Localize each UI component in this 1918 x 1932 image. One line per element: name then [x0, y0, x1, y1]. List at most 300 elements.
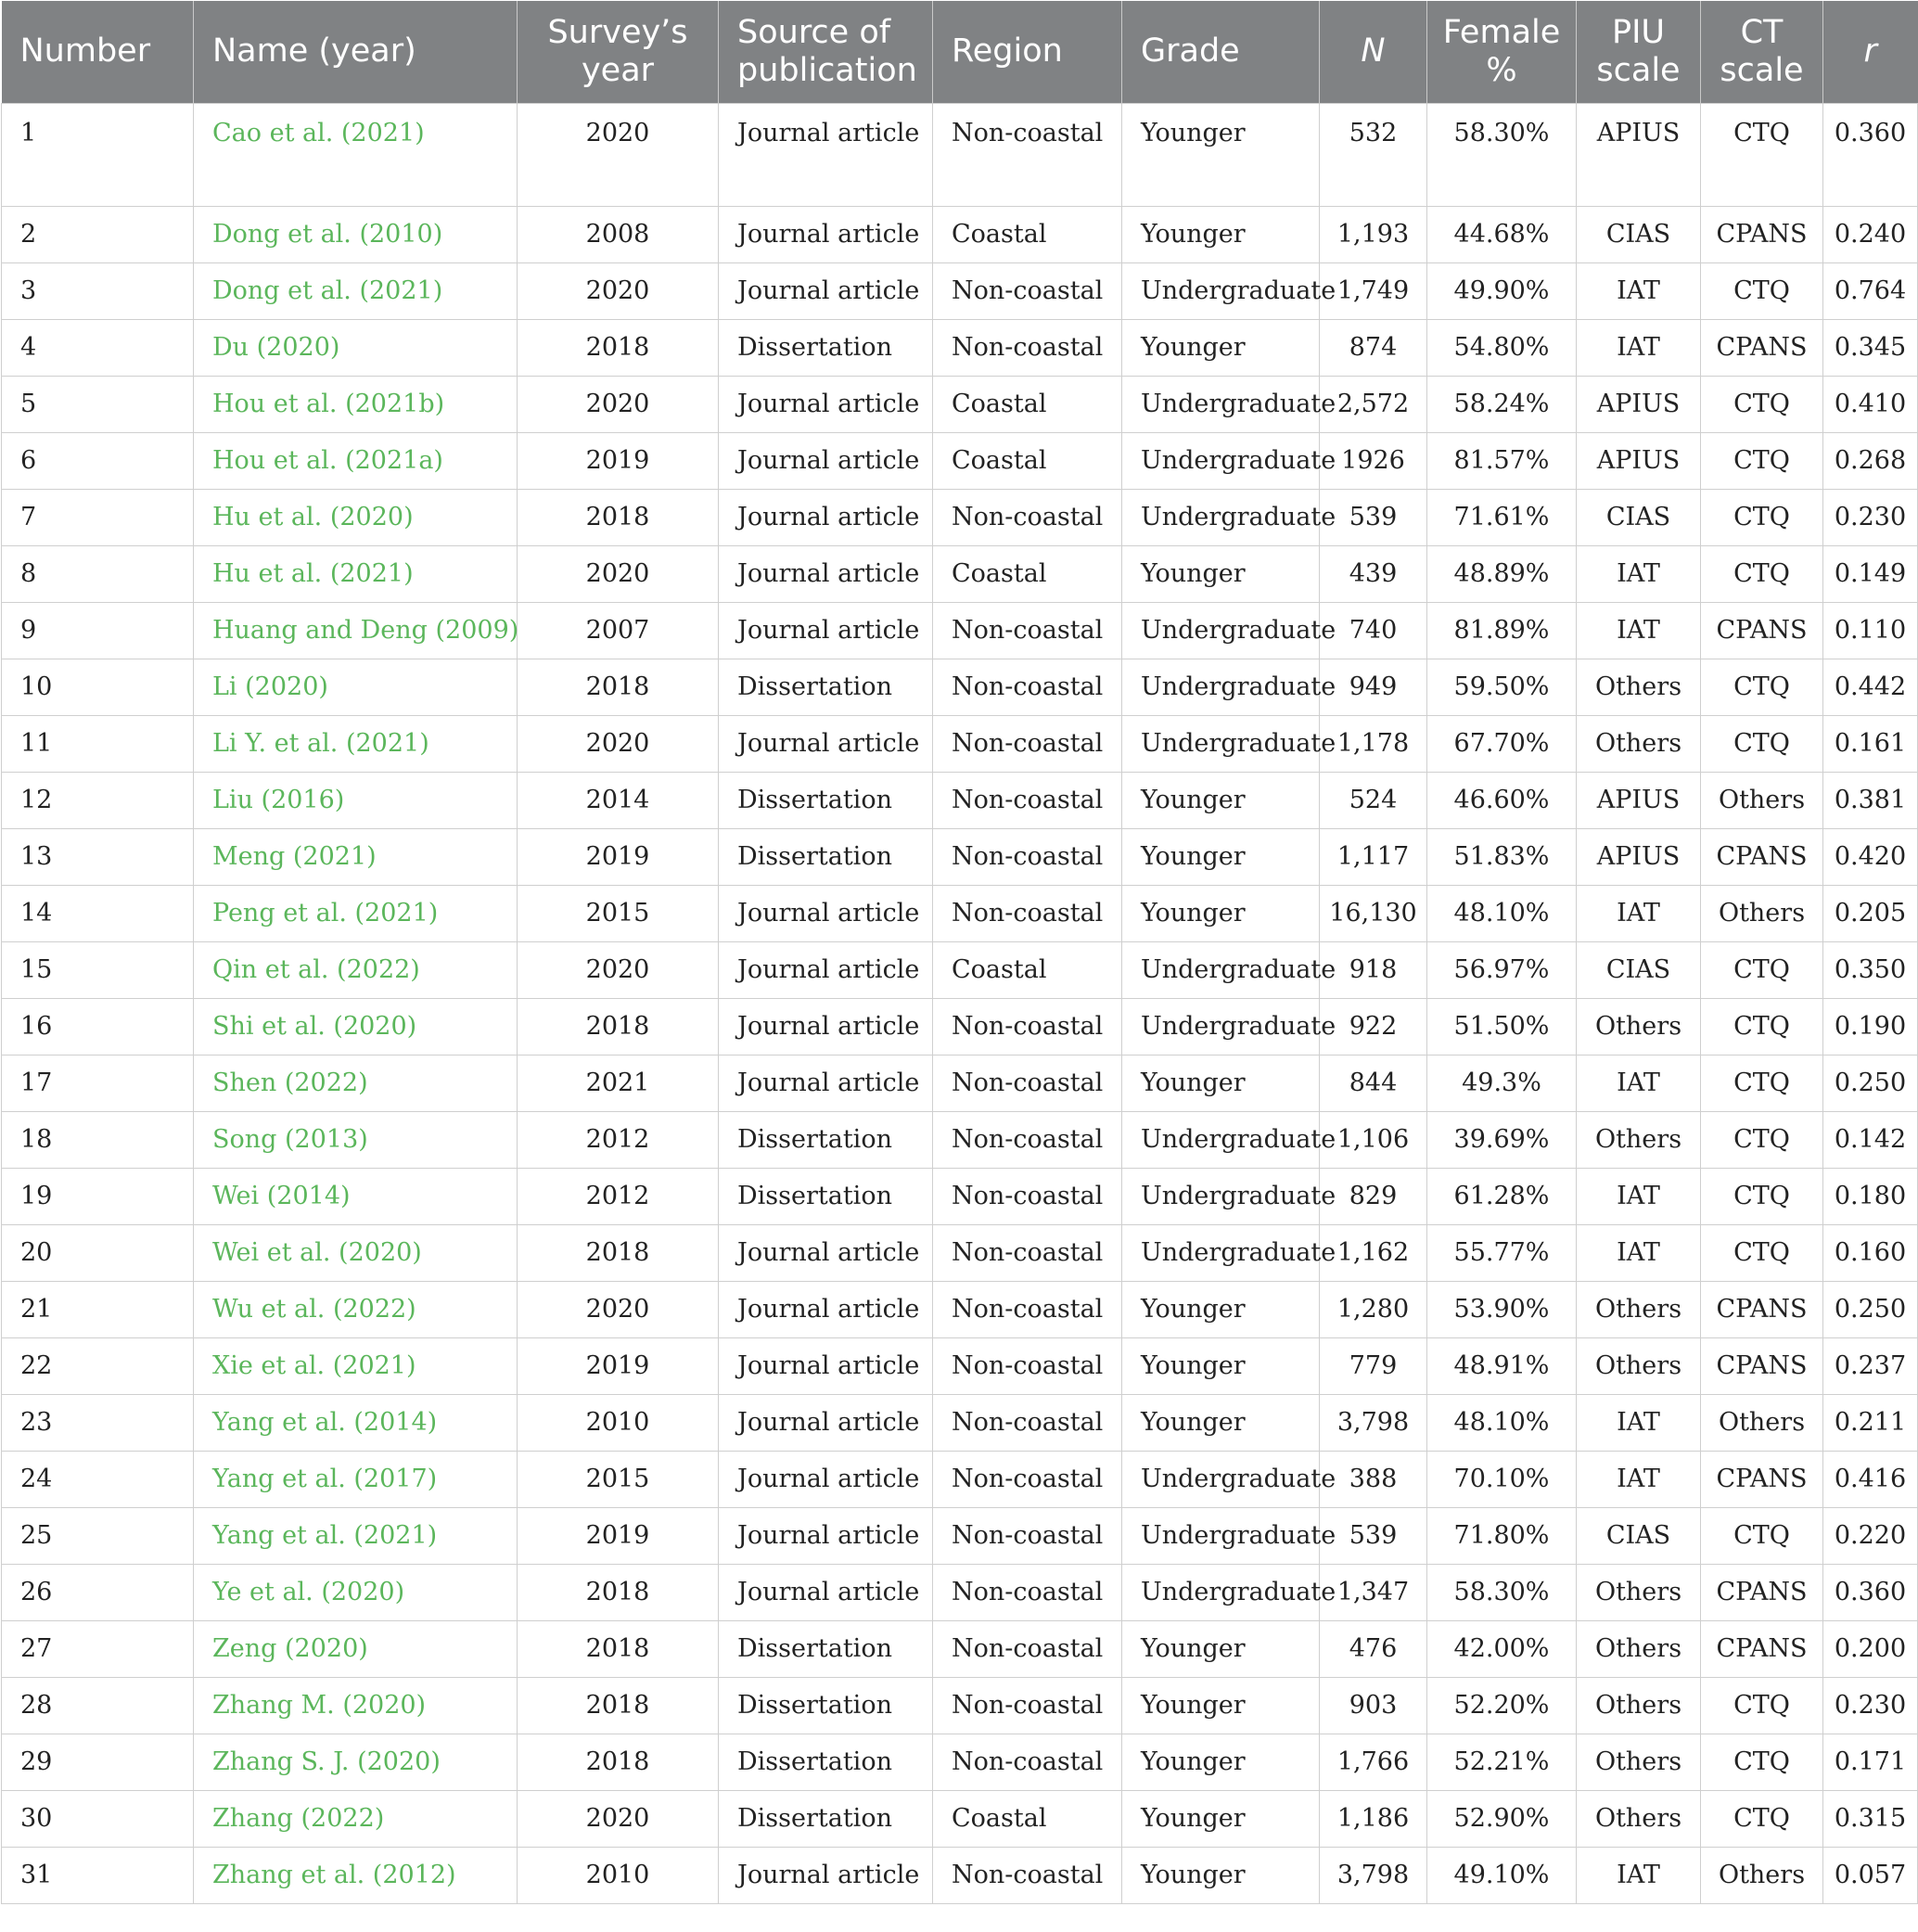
cell-source: Journal article [719, 432, 933, 489]
cell-piu-scale: IAT [1577, 1394, 1701, 1451]
table-body [2, 103, 1918, 1903]
cell-r: 0.416 [1823, 1451, 1918, 1507]
cell-source: Journal article [719, 1337, 933, 1394]
cell-survey-year: 2020 [518, 376, 719, 432]
cell-female-percent: 71.61% [1427, 489, 1577, 545]
cell-survey-year: 2018 [518, 1677, 719, 1734]
cell-source: Journal article [719, 1224, 933, 1281]
cell-survey-year: 2019 [518, 432, 719, 489]
cell-region: Non-coastal [933, 1111, 1122, 1168]
cell-name-year [194, 1790, 518, 1847]
cell-region: Non-coastal [933, 1564, 1122, 1620]
reference-link[interactable]: Zhang (2022) [212, 1804, 385, 1833]
reference-link[interactable]: Li (2020) [212, 672, 328, 701]
cell-piu-scale: IAT [1577, 262, 1701, 319]
reference-link[interactable]: Cao et al. (2021) [212, 118, 425, 147]
cell-region: Non-coastal [933, 1224, 1122, 1281]
cell-female-percent: 48.10% [1427, 1394, 1577, 1451]
cell-region: Coastal [933, 432, 1122, 489]
cell-n: 539 [1320, 1507, 1427, 1564]
cell-number: 7 [2, 489, 194, 545]
cell-name-year [194, 1394, 518, 1451]
cell-survey-year: 2021 [518, 1055, 719, 1111]
cell-female-percent: 81.89% [1427, 602, 1577, 659]
cell-r: 0.350 [1823, 941, 1918, 998]
cell-grade: Younger [1122, 828, 1320, 885]
cell-number: 14 [2, 885, 194, 941]
cell-r: 0.381 [1823, 772, 1918, 828]
cell-name-year [194, 1055, 518, 1111]
cell-number: 6 [2, 432, 194, 489]
cell-female-percent: 59.50% [1427, 659, 1577, 715]
cell-number: 8 [2, 545, 194, 602]
table-row [2, 1847, 1918, 1903]
reference-link[interactable]: Ye et al. (2020) [212, 1578, 405, 1606]
cell-survey-year: 2008 [518, 206, 719, 262]
reference-link[interactable]: Shi et al. (2020) [212, 1012, 417, 1041]
cell-survey-year: 2019 [518, 1507, 719, 1564]
cell-female-percent: 61.28% [1427, 1168, 1577, 1224]
cell-region: Non-coastal [933, 772, 1122, 828]
cell-source: Dissertation [719, 1620, 933, 1677]
cell-r: 0.250 [1823, 1055, 1918, 1111]
header-r: r [1823, 1, 1918, 103]
cell-female-percent: 51.83% [1427, 828, 1577, 885]
cell-piu-scale: Others [1577, 1111, 1701, 1168]
table-row [2, 885, 1918, 941]
reference-link[interactable]: Zeng (2020) [212, 1634, 368, 1663]
reference-link[interactable]: Hou et al. (2021a) [212, 446, 443, 475]
header-n: N [1320, 1, 1427, 103]
cell-survey-year: 2020 [518, 545, 719, 602]
cell-region: Non-coastal [933, 602, 1122, 659]
cell-r: 0.315 [1823, 1790, 1918, 1847]
cell-survey-year: 2020 [518, 941, 719, 998]
cell-source: Journal article [719, 103, 933, 206]
cell-survey-year: 2020 [518, 103, 719, 206]
cell-piu-scale: IAT [1577, 319, 1701, 376]
cell-n: 1,178 [1320, 715, 1427, 772]
cell-r: 0.345 [1823, 319, 1918, 376]
cell-survey-year: 2018 [518, 659, 719, 715]
cell-grade: Undergraduate [1122, 659, 1320, 715]
cell-female-percent: 48.89% [1427, 545, 1577, 602]
cell-source: Journal article [719, 489, 933, 545]
cell-name-year [194, 206, 518, 262]
cell-piu-scale: Others [1577, 1281, 1701, 1337]
header-source: Source of publication [719, 1, 933, 103]
cell-region: Non-coastal [933, 1394, 1122, 1451]
cell-grade: Younger [1122, 1337, 1320, 1394]
cell-ct-scale: CTQ [1701, 659, 1823, 715]
cell-female-percent: 42.00% [1427, 1620, 1577, 1677]
cell-survey-year: 2018 [518, 1620, 719, 1677]
cell-r: 0.200 [1823, 1620, 1918, 1677]
cell-ct-scale: Others [1701, 885, 1823, 941]
cell-source: Dissertation [719, 1677, 933, 1734]
cell-grade: Younger [1122, 1281, 1320, 1337]
cell-female-percent: 39.69% [1427, 1111, 1577, 1168]
header-number: Number [2, 1, 194, 103]
cell-name-year [194, 1451, 518, 1507]
cell-r: 0.268 [1823, 432, 1918, 489]
cell-name-year [194, 1564, 518, 1620]
cell-number: 31 [2, 1847, 194, 1903]
reference-link[interactable]: Shen (2022) [212, 1068, 368, 1097]
cell-n: 1,766 [1320, 1734, 1427, 1790]
cell-name-year [194, 489, 518, 545]
reference-link[interactable]: Dong et al. (2010) [212, 220, 443, 249]
cell-name-year [194, 1111, 518, 1168]
reference-link[interactable]: Wei (2014) [212, 1182, 351, 1210]
cell-grade: Undergraduate [1122, 715, 1320, 772]
cell-ct-scale: CTQ [1701, 1168, 1823, 1224]
cell-ct-scale: CTQ [1701, 545, 1823, 602]
table-row [2, 319, 1918, 376]
cell-n: 844 [1320, 1055, 1427, 1111]
cell-source: Journal article [719, 1847, 933, 1903]
reference-link[interactable]: Yang et al. (2021) [212, 1521, 438, 1550]
reference-link[interactable]: Hou et al. (2021b) [212, 390, 445, 418]
cell-piu-scale: IAT [1577, 1168, 1701, 1224]
cell-survey-year: 2014 [518, 772, 719, 828]
cell-region: Non-coastal [933, 659, 1122, 715]
reference-link[interactable]: Qin et al. (2022) [212, 955, 420, 984]
cell-female-percent: 52.20% [1427, 1677, 1577, 1734]
cell-female-percent: 46.60% [1427, 772, 1577, 828]
cell-r: 0.220 [1823, 1507, 1918, 1564]
cell-ct-scale: CPANS [1701, 1281, 1823, 1337]
cell-number: 3 [2, 262, 194, 319]
cell-source: Journal article [719, 885, 933, 941]
table-row [2, 262, 1918, 319]
cell-n: 539 [1320, 489, 1427, 545]
cell-piu-scale: Others [1577, 1790, 1701, 1847]
cell-ct-scale: CTQ [1701, 715, 1823, 772]
cell-source: Journal article [719, 1394, 933, 1451]
reference-link[interactable]: Meng (2021) [212, 842, 377, 871]
cell-source: Journal article [719, 1507, 933, 1564]
reference-link[interactable]: Peng et al. (2021) [212, 899, 439, 928]
cell-piu-scale: Others [1577, 1337, 1701, 1394]
studies-table [1, 1, 1918, 1904]
cell-number: 17 [2, 1055, 194, 1111]
cell-female-percent: 54.80% [1427, 319, 1577, 376]
cell-region: Non-coastal [933, 998, 1122, 1055]
cell-region: Non-coastal [933, 489, 1122, 545]
cell-grade: Younger [1122, 319, 1320, 376]
cell-grade: Younger [1122, 103, 1320, 206]
cell-grade: Younger [1122, 1847, 1320, 1903]
cell-name-year [194, 1620, 518, 1677]
cell-number: 28 [2, 1677, 194, 1734]
cell-survey-year: 2018 [518, 319, 719, 376]
header-female-percent: Female % [1427, 1, 1577, 103]
cell-female-percent: 58.30% [1427, 103, 1577, 206]
cell-region: Non-coastal [933, 1734, 1122, 1790]
table-row [2, 103, 1918, 206]
cell-female-percent: 67.70% [1427, 715, 1577, 772]
cell-ct-scale: CTQ [1701, 262, 1823, 319]
reference-link[interactable]: Zhang S. J. (2020) [212, 1747, 441, 1776]
cell-region: Non-coastal [933, 1168, 1122, 1224]
cell-female-percent: 58.24% [1427, 376, 1577, 432]
cell-n: 476 [1320, 1620, 1427, 1677]
cell-ct-scale: CPANS [1701, 1451, 1823, 1507]
cell-r: 0.764 [1823, 262, 1918, 319]
cell-r: 0.180 [1823, 1168, 1918, 1224]
cell-piu-scale: IAT [1577, 1055, 1701, 1111]
cell-number: 9 [2, 602, 194, 659]
reference-link[interactable]: Yang et al. (2017) [212, 1465, 438, 1493]
cell-number: 20 [2, 1224, 194, 1281]
cell-piu-scale: CIAS [1577, 206, 1701, 262]
cell-region: Non-coastal [933, 1677, 1122, 1734]
cell-piu-scale: Others [1577, 1620, 1701, 1677]
reference-link[interactable]: Zhang M. (2020) [212, 1691, 427, 1720]
cell-name-year [194, 1168, 518, 1224]
cell-piu-scale: IAT [1577, 1847, 1701, 1903]
cell-survey-year: 2020 [518, 1790, 719, 1847]
cell-name-year [194, 1507, 518, 1564]
cell-ct-scale: CTQ [1701, 998, 1823, 1055]
cell-number: 15 [2, 941, 194, 998]
reference-link[interactable]: Huang and Deng (2009) [212, 616, 519, 645]
cell-survey-year: 2018 [518, 489, 719, 545]
cell-r: 0.211 [1823, 1394, 1918, 1451]
cell-source: Journal article [719, 998, 933, 1055]
cell-grade: Undergraduate [1122, 1224, 1320, 1281]
cell-n: 922 [1320, 998, 1427, 1055]
reference-link[interactable]: Song (2013) [212, 1125, 368, 1154]
cell-number: 22 [2, 1337, 194, 1394]
reference-link[interactable]: Wei et al. (2020) [212, 1238, 422, 1267]
cell-grade: Undergraduate [1122, 1507, 1320, 1564]
reference-link[interactable]: Du (2020) [212, 333, 340, 362]
reference-link[interactable]: Xie et al. (2021) [212, 1351, 416, 1380]
cell-region: Coastal [933, 545, 1122, 602]
cell-number: 12 [2, 772, 194, 828]
cell-grade: Undergraduate [1122, 1111, 1320, 1168]
cell-n: 16,130 [1320, 885, 1427, 941]
cell-name-year [194, 772, 518, 828]
cell-grade: Undergraduate [1122, 262, 1320, 319]
reference-link[interactable]: Yang et al. (2014) [212, 1408, 438, 1437]
cell-female-percent: 49.10% [1427, 1847, 1577, 1903]
table-row [2, 1224, 1918, 1281]
table-row [2, 545, 1918, 602]
cell-source: Journal article [719, 262, 933, 319]
cell-r: 0.149 [1823, 545, 1918, 602]
cell-source: Dissertation [719, 1168, 933, 1224]
reference-link[interactable]: Zhang et al. (2012) [212, 1861, 456, 1889]
cell-name-year [194, 885, 518, 941]
cell-grade: Younger [1122, 1055, 1320, 1111]
cell-name-year [194, 432, 518, 489]
cell-grade: Undergraduate [1122, 602, 1320, 659]
table-row [2, 659, 1918, 715]
cell-ct-scale: CPANS [1701, 1564, 1823, 1620]
table-row [2, 998, 1918, 1055]
reference-link[interactable]: Wu et al. (2022) [212, 1295, 416, 1324]
cell-n: 1,193 [1320, 206, 1427, 262]
cell-region: Non-coastal [933, 1847, 1122, 1903]
cell-n: 2,572 [1320, 376, 1427, 432]
cell-female-percent: 51.50% [1427, 998, 1577, 1055]
cell-name-year [194, 602, 518, 659]
cell-survey-year: 2010 [518, 1847, 719, 1903]
cell-grade: Undergraduate [1122, 941, 1320, 998]
cell-region: Non-coastal [933, 1620, 1122, 1677]
cell-ct-scale: CTQ [1701, 1507, 1823, 1564]
cell-grade: Undergraduate [1122, 489, 1320, 545]
cell-name-year [194, 1337, 518, 1394]
header-grade: Grade [1122, 1, 1320, 103]
cell-name-year [194, 319, 518, 376]
cell-source: Journal article [719, 941, 933, 998]
cell-female-percent: 48.91% [1427, 1337, 1577, 1394]
cell-number: 23 [2, 1394, 194, 1451]
table-row [2, 1281, 1918, 1337]
cell-ct-scale: CPANS [1701, 602, 1823, 659]
table-header [2, 1, 1918, 103]
cell-number: 25 [2, 1507, 194, 1564]
cell-number: 10 [2, 659, 194, 715]
cell-piu-scale: IAT [1577, 545, 1701, 602]
cell-source: Journal article [719, 1055, 933, 1111]
cell-survey-year: 2015 [518, 1451, 719, 1507]
cell-region: Non-coastal [933, 1451, 1122, 1507]
cell-female-percent: 53.90% [1427, 1281, 1577, 1337]
cell-name-year [194, 998, 518, 1055]
cell-piu-scale: CIAS [1577, 1507, 1701, 1564]
reference-link[interactable]: Hu et al. (2021) [212, 559, 414, 588]
cell-n: 779 [1320, 1337, 1427, 1394]
cell-source: Dissertation [719, 1734, 933, 1790]
reference-link[interactable]: Li Y. et al. (2021) [212, 729, 429, 758]
cell-survey-year: 2015 [518, 885, 719, 941]
cell-number: 4 [2, 319, 194, 376]
cell-n: 388 [1320, 1451, 1427, 1507]
cell-region: Non-coastal [933, 262, 1122, 319]
cell-grade: Younger [1122, 1734, 1320, 1790]
cell-grade: Younger [1122, 885, 1320, 941]
cell-n: 532 [1320, 103, 1427, 206]
cell-ct-scale: CPANS [1701, 319, 1823, 376]
cell-name-year [194, 1677, 518, 1734]
reference-link[interactable]: Hu et al. (2020) [212, 503, 414, 531]
header-name-year: Name (year) [194, 1, 518, 103]
cell-region: Coastal [933, 941, 1122, 998]
cell-n: 1,117 [1320, 828, 1427, 885]
cell-grade: Undergraduate [1122, 1451, 1320, 1507]
cell-grade: Undergraduate [1122, 1168, 1320, 1224]
cell-region: Non-coastal [933, 1055, 1122, 1111]
table-row [2, 376, 1918, 432]
cell-source: Journal article [719, 545, 933, 602]
cell-female-percent: 49.90% [1427, 262, 1577, 319]
cell-r: 0.240 [1823, 206, 1918, 262]
cell-female-percent: 56.97% [1427, 941, 1577, 998]
table-row [2, 1564, 1918, 1620]
cell-n: 3,798 [1320, 1394, 1427, 1451]
cell-female-percent: 52.21% [1427, 1734, 1577, 1790]
cell-number: 26 [2, 1564, 194, 1620]
cell-number: 24 [2, 1451, 194, 1507]
table-row [2, 941, 1918, 998]
cell-source: Journal article [719, 602, 933, 659]
table-row [2, 1734, 1918, 1790]
cell-female-percent: 71.80% [1427, 1507, 1577, 1564]
cell-source: Journal article [719, 715, 933, 772]
cell-name-year [194, 1224, 518, 1281]
cell-ct-scale: Others [1701, 1847, 1823, 1903]
cell-number: 18 [2, 1111, 194, 1168]
cell-piu-scale: Others [1577, 1564, 1701, 1620]
cell-r: 0.230 [1823, 1677, 1918, 1734]
cell-r: 0.171 [1823, 1734, 1918, 1790]
cell-survey-year: 2020 [518, 715, 719, 772]
cell-piu-scale: Others [1577, 715, 1701, 772]
cell-survey-year: 2012 [518, 1111, 719, 1168]
cell-region: Non-coastal [933, 1507, 1122, 1564]
cell-grade: Younger [1122, 1790, 1320, 1847]
cell-ct-scale: CPANS [1701, 1620, 1823, 1677]
cell-number: 2 [2, 206, 194, 262]
table-row [2, 715, 1918, 772]
cell-r: 0.420 [1823, 828, 1918, 885]
header-ct-scale: CT scale [1701, 1, 1823, 103]
cell-number: 5 [2, 376, 194, 432]
header-piu-scale: PIU scale [1577, 1, 1701, 103]
cell-r: 0.142 [1823, 1111, 1918, 1168]
table-row [2, 1055, 1918, 1111]
reference-link[interactable]: Dong et al. (2021) [212, 276, 443, 305]
cell-source: Journal article [719, 376, 933, 432]
reference-link[interactable]: Liu (2016) [212, 786, 345, 814]
cell-n: 524 [1320, 772, 1427, 828]
table-row [2, 432, 1918, 489]
cell-number: 11 [2, 715, 194, 772]
table-row [2, 489, 1918, 545]
cell-piu-scale: CIAS [1577, 489, 1701, 545]
cell-piu-scale: IAT [1577, 1224, 1701, 1281]
cell-source: Dissertation [719, 772, 933, 828]
cell-ct-scale: Others [1701, 1394, 1823, 1451]
cell-n: 740 [1320, 602, 1427, 659]
cell-source: Journal article [719, 1281, 933, 1337]
cell-piu-scale: APIUS [1577, 432, 1701, 489]
cell-r: 0.205 [1823, 885, 1918, 941]
cell-ct-scale: Others [1701, 772, 1823, 828]
cell-piu-scale: APIUS [1577, 828, 1701, 885]
header-survey-year: Survey’s year [518, 1, 719, 103]
cell-grade: Younger [1122, 1394, 1320, 1451]
cell-r: 0.410 [1823, 376, 1918, 432]
cell-ct-scale: CPANS [1701, 828, 1823, 885]
cell-region: Coastal [933, 1790, 1122, 1847]
cell-grade: Younger [1122, 545, 1320, 602]
cell-female-percent: 44.68% [1427, 206, 1577, 262]
cell-r: 0.360 [1823, 1564, 1918, 1620]
cell-n: 918 [1320, 941, 1427, 998]
cell-number: 1 [2, 103, 194, 206]
cell-r: 0.190 [1823, 998, 1918, 1055]
cell-female-percent: 55.77% [1427, 1224, 1577, 1281]
cell-grade: Younger [1122, 1677, 1320, 1734]
cell-piu-scale: Others [1577, 1734, 1701, 1790]
cell-piu-scale: IAT [1577, 602, 1701, 659]
